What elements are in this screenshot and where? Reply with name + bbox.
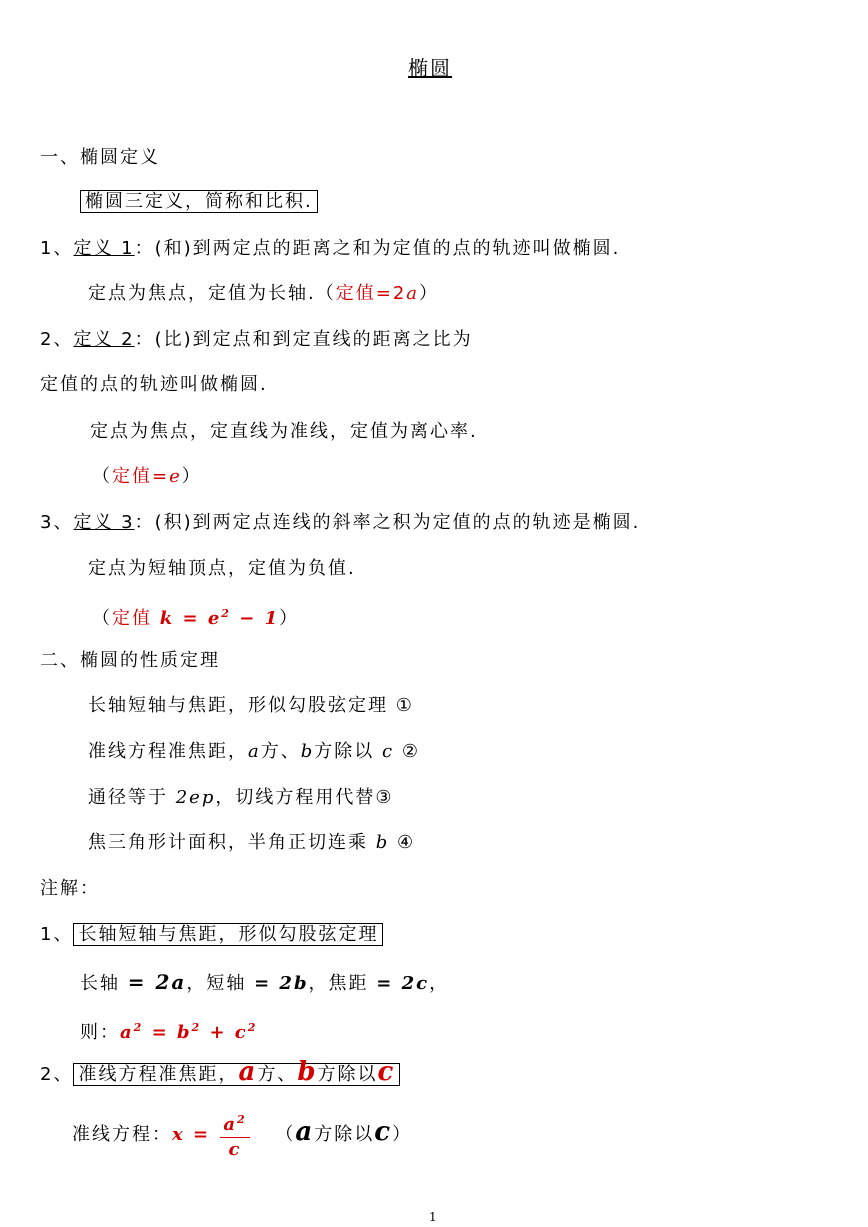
note1-line <box>40 923 383 947</box>
def2-value <box>92 465 202 489</box>
def1-num: 1、 <box>40 238 74 259</box>
definition-summary <box>80 190 318 214</box>
property-3-mark: ③ <box>375 787 394 808</box>
note2-num-exp: 2 <box>237 1113 247 1126</box>
def2-label: 定义 2 <box>73 329 135 350</box>
note2-directrix <box>72 1104 412 1160</box>
def1-var: a <box>406 283 420 304</box>
def3-text: (积)到两定点连线的斜率之积为定值的点的轨迹是椭圆. <box>154 512 641 533</box>
note1-focal-label: ，焦距 <box>308 973 377 994</box>
note2-paren-open: （ <box>275 1124 296 1145</box>
def1-line <box>40 237 620 261</box>
note2-box <box>73 1057 400 1087</box>
def3-rest: − 1 <box>230 608 280 629</box>
note2-line <box>40 1057 400 1087</box>
def2-line <box>40 328 473 352</box>
page-title: 椭圆 <box>408 56 452 80</box>
def1-label: 定义 1 <box>73 238 135 259</box>
property-3-t2: ，切线方程用代替 <box>215 787 376 808</box>
def2-value-text: 定值= <box>112 466 170 487</box>
def2-colon: ： <box>134 329 155 350</box>
def1-paren-close: ） <box>419 283 440 304</box>
property-2-t3: 方除以 <box>314 741 375 762</box>
note2-box-a: a <box>238 1057 258 1087</box>
note2-x: x <box>172 1124 185 1145</box>
note1-exp-c: 2 <box>247 1021 258 1034</box>
page-number: 1 <box>429 1210 437 1224</box>
note2-num: 2、 <box>40 1064 74 1085</box>
note2-box-t3: 方除以 <box>317 1064 378 1085</box>
note1-minor-value: = 2b <box>254 973 309 994</box>
property-4-mark: ④ <box>397 832 416 853</box>
note1-focal-value: = 2c <box>376 973 430 994</box>
note1-f-b: = b <box>143 1022 192 1043</box>
property-4-b: b <box>375 832 390 853</box>
property-line-1 <box>88 694 414 718</box>
def3-k: k <box>159 608 175 629</box>
property-2-t1: 准线方程准焦距， <box>88 741 248 762</box>
property-2-mark: ② <box>401 741 420 762</box>
def2-paren-open: （ <box>92 466 112 487</box>
note2-num-a: a <box>223 1114 238 1135</box>
note2-label: 准线方程： <box>72 1124 172 1145</box>
def3-exp: 2 <box>221 607 231 620</box>
property-2-t2: 方、 <box>260 741 301 762</box>
note1-relation <box>80 1016 257 1045</box>
def2-text: (比)到定点和到定直线的距离之比为 <box>154 329 473 350</box>
def2-line2: 定值的点的轨迹叫做椭圆. <box>40 374 268 395</box>
note1-box: 长轴短轴与焦距，形似勾股弦定理 <box>73 923 383 946</box>
def3-paren-open: （ <box>92 608 112 629</box>
property-4-t1: 焦三角形计面积，半角正切连乘 <box>88 832 368 853</box>
note1-comma: ， <box>429 973 450 994</box>
note1-exp-b: 2 <box>191 1021 202 1034</box>
def3-value-text: 定值 <box>112 608 160 629</box>
property-2-c: c <box>382 741 395 762</box>
def3-line <box>40 511 640 535</box>
note2-paren-text: 方除以 <box>314 1124 375 1145</box>
def1-note <box>88 282 439 306</box>
note2-eq: = <box>184 1124 219 1145</box>
note2-paren-a: a <box>295 1117 315 1147</box>
section2-heading: 二、椭圆的性质定理 <box>40 650 220 671</box>
property-line-2 <box>88 740 420 764</box>
def3-paren-close: ） <box>279 608 300 629</box>
note1-f-c: + c <box>201 1022 248 1043</box>
notes-heading: 注解： <box>40 878 100 899</box>
def1-colon: ： <box>134 238 155 259</box>
note1-lengths <box>80 970 449 996</box>
def3-num: 3、 <box>40 512 74 533</box>
def2-var: e <box>169 466 182 487</box>
def3-value <box>92 602 299 631</box>
note2-box-b: b <box>297 1057 318 1087</box>
property-line-3 <box>88 786 394 810</box>
note1-then: 则： <box>80 1022 120 1043</box>
property-1-mark: ① <box>395 695 414 716</box>
def3-colon: ： <box>134 512 155 533</box>
note1-major-value: = 2a <box>127 970 187 994</box>
note2-paren-close: ） <box>392 1124 413 1145</box>
note2-box-t2: 方、 <box>257 1064 298 1085</box>
note1-exp-a: 2 <box>133 1021 144 1034</box>
property-2-b: b <box>300 741 315 762</box>
note2-fraction <box>220 1108 249 1162</box>
section1-heading: 一、椭圆定义 <box>40 147 160 168</box>
note2-paren-c: c <box>374 1117 393 1147</box>
def3-note: 定点为短轴顶点，定值为负值. <box>88 558 356 579</box>
def1-text: (和)到两定点的距离之和为定值的点的轨迹叫做椭圆. <box>154 238 621 259</box>
def3-e: e <box>207 608 222 629</box>
note1-num: 1、 <box>40 924 74 945</box>
def2-paren-close: ） <box>181 466 202 487</box>
note2-denominator: c <box>228 1139 242 1160</box>
note1-major-label: 长轴 <box>80 973 128 994</box>
property-1-text: 长轴短轴与焦距，形似勾股弦定理 <box>88 695 388 716</box>
property-3-expr: 2ep <box>175 787 216 808</box>
def2-note: 定点为焦点，定直线为准线，定值为离心率. <box>90 421 478 442</box>
note2-box-c: c <box>377 1057 396 1087</box>
note2-box-t1: 准线方程准焦距， <box>78 1064 239 1085</box>
def1-note-text: 定点为焦点，定值为长轴. <box>88 283 316 304</box>
def3-eq: = <box>174 608 208 629</box>
def1-value: 定值=2 <box>335 283 407 304</box>
property-2-a: a <box>248 741 261 762</box>
def1-paren-open: （ <box>315 283 336 304</box>
note1-minor-label: ，短轴 <box>186 973 255 994</box>
summary-box: 椭圆三定义，简称和比积. <box>80 190 318 213</box>
property-3-t1: 通径等于 <box>88 787 176 808</box>
property-line-4 <box>88 831 415 855</box>
note2-numerator <box>220 1108 249 1138</box>
def2-num: 2、 <box>40 329 74 350</box>
note1-f-a: a <box>120 1022 134 1043</box>
def3-label: 定义 3 <box>73 512 135 533</box>
